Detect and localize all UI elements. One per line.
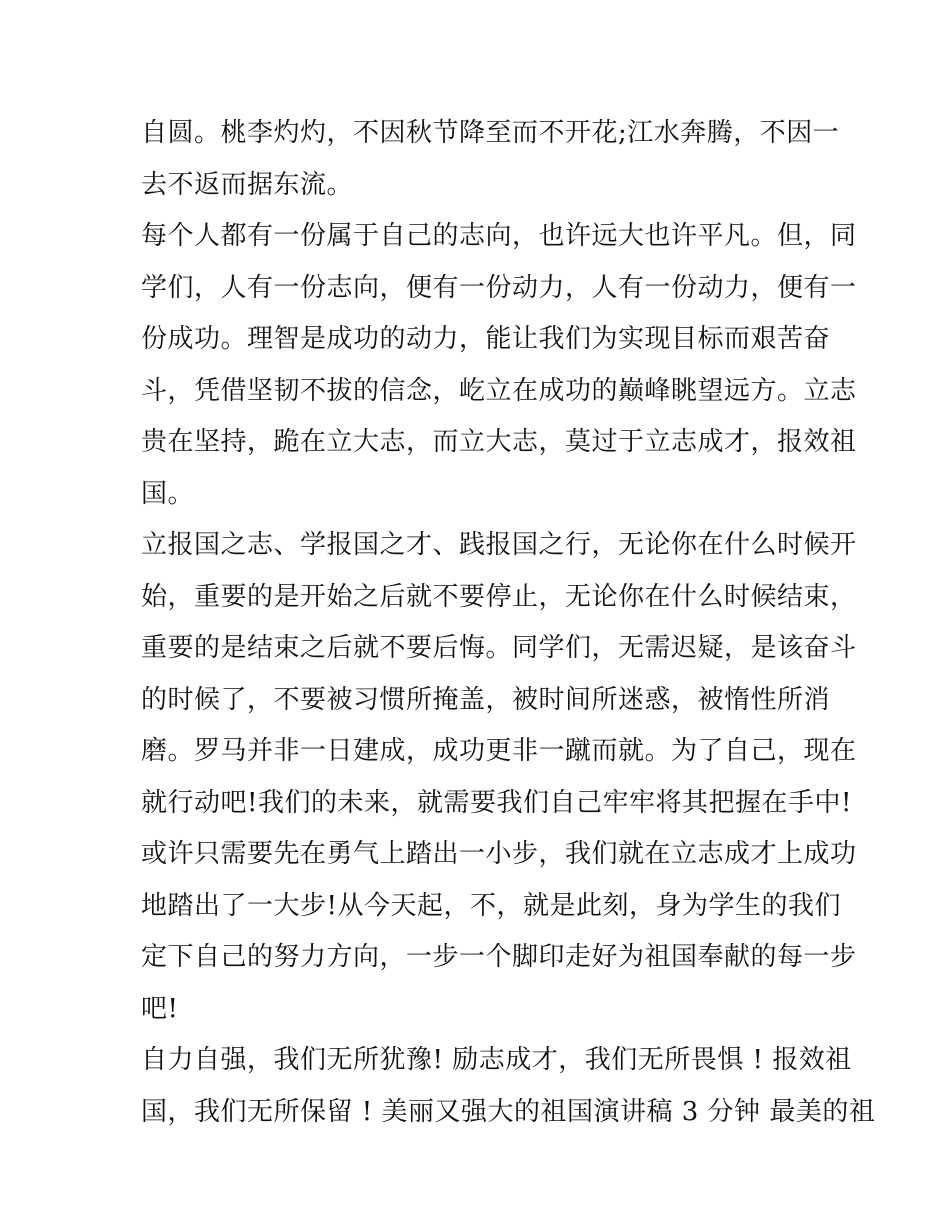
text-line: 吧! xyxy=(141,993,179,1024)
text-line: 地踏出了一大步!从今天起，不，就是此刻，身为学生的我们 xyxy=(141,890,841,921)
text-line: 去不返而据东流。 xyxy=(141,169,354,200)
text-line: 斗，凭借坚韧不拔的信念，屹立在成功的巅峰眺望远方。立志 xyxy=(141,375,857,406)
text-line: 自力自强，我们无所犹豫! 励志成才，我们无所畏惧 ! 报效祖 xyxy=(141,1045,852,1075)
text-line: 贵在坚持，跪在立大志，而立大志，莫过于立志成才，报效祖 xyxy=(141,427,857,457)
text-line: 份成功。理智是成功的动力，能让我们为实现目标而艰苦奋 xyxy=(141,324,831,354)
text-line: 重要的是结束之后就不要后悔。同学们，无需迟疑，是该奋斗 xyxy=(141,633,857,663)
text-line: 或许只需要先在勇气上踏出一小步，我们就在立志成才上成功 xyxy=(141,839,857,869)
text-line: 自圆。桃李灼灼，不因秋节降至而不开花;江水奔腾，不因一 xyxy=(141,118,840,148)
text-line: 定下自己的努力方向，一步一个脚印走好为祖国奉献的每一步 xyxy=(141,942,857,972)
body-text xyxy=(141,108,876,1138)
text-line: 每个人都有一份属于自己的志向，也许远大也许平凡。但，同 xyxy=(141,221,857,251)
text-line: 磨。罗马并非一日建成，成功更非一蹴而就。为了自己，现在 xyxy=(141,736,857,766)
text-line: 的时候了，不要被习惯所掩盖，被时间所迷惑，被惰性所消 xyxy=(141,684,831,715)
text-line: 始，重要的是开始之后就不要停止，无论你在什么时候结束， xyxy=(141,581,857,612)
text-line: 立报国之志、学报国之才、践报国之行，无论你在什么时候开 xyxy=(141,530,857,560)
text-line: 就行动吧!我们的未来，就需要我们自己牢牢将其把握在手中! xyxy=(141,787,852,818)
text-line: 国，我们无所保留 ! 美丽又强大的祖国演讲稿 3 分钟 最美的祖 xyxy=(141,1096,876,1127)
text-line: 学们，人有一份志向，便有一份动力，人有一份动力，便有一 xyxy=(141,272,857,303)
text-line: 国。 xyxy=(141,478,195,509)
